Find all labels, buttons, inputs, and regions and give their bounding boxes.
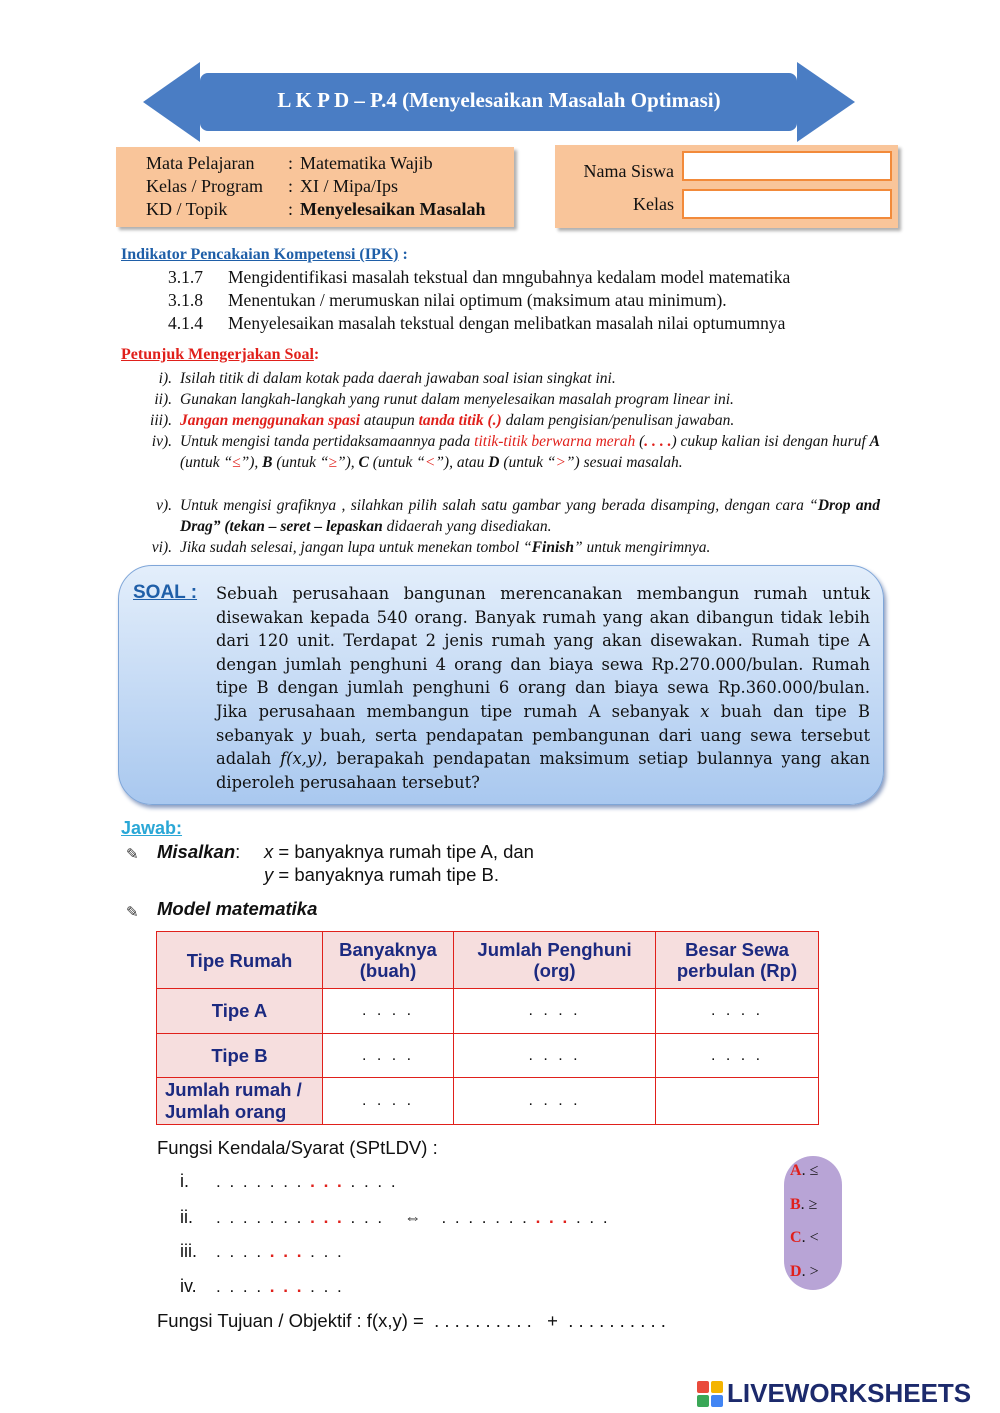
student-class-label: Kelas: [633, 194, 674, 214]
student-info-box: [555, 145, 898, 228]
option-c: C. <: [790, 1229, 819, 1246]
pencil-icon: ✎: [126, 905, 139, 921]
instructions-heading-colon: :: [313, 346, 320, 363]
instruction-fragment: ”),: [336, 454, 359, 471]
answer-heading: Jawab:: [121, 818, 183, 838]
constraint-number: iv.: [180, 1276, 197, 1296]
ipk-text: Menentukan / merumuskan nilai optimum (maksimum atau minimum).: [228, 290, 727, 310]
empty-cell: [656, 1078, 819, 1125]
let-statement: [157, 841, 240, 863]
pencil-icon: ✎: [126, 847, 139, 863]
ipk-item: [168, 290, 727, 311]
constraint-blank[interactable]: . . . . . . .: [216, 1172, 304, 1191]
constraint-blank[interactable]: . . . .: [350, 1172, 398, 1191]
info-row-class: [146, 175, 398, 197]
answer-cell[interactable]: . . . .: [323, 989, 454, 1034]
constraint-sign-blank[interactable]: . . .: [310, 1208, 344, 1227]
finish-keyword: Finish: [531, 539, 574, 556]
info-value: XI / Mipa/Ips: [300, 176, 398, 196]
constraint-number: i.: [180, 1171, 189, 1191]
problem-fragment: , berapakah pendapatan maksimum setiap bulannya yang akan diperoleh perusahaan tersebut?: [216, 749, 870, 792]
var-x: x: [700, 701, 710, 721]
option-key: C: [790, 1229, 802, 1246]
instruction-fragment: Untuk mengisi tanda pertidaksamaannya pada: [180, 433, 475, 450]
greater-equal-symbol: ≥: [328, 454, 337, 471]
problem-fragment: Sebuah perusahaan bangunan merencanakan membangun rumah untuk disewakan kepada 540 orang. Banyak rumah yang akan dibangun tidak lebih dari 120 unit. Terdapat 2 jenis rumah yang akan disewakan. Rumah tipe A dengan jumlah penghuni 4 orang dan biaya sewa Rp.270.000/bulan. Rumah tipe B dengan jumlah penghuni 6 orang dan biaya sewa Rp.360.000/bulan. Jika perusahaan membangun tipe rumah A sebanyak: [216, 584, 870, 721]
title-banner: [143, 60, 855, 144]
ipk-text: Menyelesaikan masalah tekstual dengan melibatkan masalah nilai optumumnya: [228, 313, 786, 333]
option-letter-a: A: [869, 433, 880, 450]
instruction-number: ii).: [154, 391, 172, 408]
option-letter-b: B: [262, 454, 273, 471]
instruction-number: v).: [156, 497, 172, 514]
constraint-number: iii.: [180, 1241, 197, 1261]
ipk-code: 3.1.8: [168, 290, 203, 310]
instruction-red-dots: . . . .: [644, 433, 672, 450]
info-label: KD / Topik: [146, 199, 228, 219]
table-row: [157, 1034, 819, 1078]
info-value: Matematika Wajib: [300, 153, 433, 173]
instruction-fragment: Untuk mengisi grafiknya , silahkan pilih salah satu gambar yang berada disamping, dengan cara “: [180, 497, 818, 514]
constraint-sign-blank[interactable]: . . .: [269, 1242, 304, 1261]
option-symbol: >: [809, 1263, 819, 1280]
constraint-sign-blank[interactable]: . . .: [535, 1208, 570, 1227]
objective-function: f(x,y): [280, 749, 323, 769]
table-header-row: [157, 932, 819, 989]
info-label: Kelas / Program: [146, 176, 263, 196]
subject-info-box: [116, 147, 514, 227]
constraint-blank[interactable]: . . . .: [216, 1277, 264, 1296]
constraint-row-ii: [180, 1207, 610, 1228]
instruction-item-ii: [128, 389, 880, 410]
problem-fragment: buah dan tipe B sebanyak: [216, 701, 870, 745]
option-key: B: [790, 1196, 801, 1213]
ipk-heading-colon: :: [398, 246, 408, 263]
table-row: [157, 1078, 819, 1125]
problem-text: [216, 582, 870, 794]
info-sep: :: [288, 153, 294, 173]
option-symbol: ≥: [808, 1196, 818, 1213]
option-b: B. ≥: [790, 1196, 818, 1213]
ipk-item: [168, 313, 785, 334]
liveworksheets-logo-text: LIVEWORKSHEETS: [727, 1378, 972, 1408]
instruction-emphasis: Jangan menggunakan spasi: [180, 412, 361, 429]
header-rent: Besar Sewa perbulan (Rp): [656, 932, 819, 989]
student-name-label: Nama Siswa: [583, 161, 674, 181]
greater-than-symbol: >: [555, 454, 566, 471]
instruction-emphasis: Drop and Drag” (tekan – seret – lepaskan: [180, 497, 880, 535]
instruction-text: [180, 537, 880, 558]
student-name-field[interactable]: [682, 151, 892, 181]
equivalence-icon: ⇔: [404, 1208, 422, 1227]
instruction-fragment: dalam pengisian/penulisan jawaban.: [501, 412, 735, 429]
problem-fragment: buah, serta pendapatan pembangunan dari uang sewa tersebut adalah: [216, 725, 870, 769]
var-y: y: [302, 725, 312, 745]
x-definition-text: = banyaknya rumah tipe A, dan: [273, 841, 534, 862]
instruction-fragment: (untuk “: [272, 454, 329, 471]
constraint-row-iii: [180, 1241, 344, 1262]
student-class-field[interactable]: [682, 189, 892, 219]
row-label: Tipe A: [157, 989, 323, 1034]
problem-label: SOAL :: [133, 582, 198, 603]
instruction-fragment: ”), atau: [435, 454, 489, 471]
answer-cell[interactable]: . . . .: [656, 989, 819, 1034]
row-label: Jumlah rumah / Jumlah orang: [157, 1078, 323, 1125]
answer-cell[interactable]: . . . .: [454, 989, 656, 1034]
info-row-topic: [146, 198, 486, 220]
y-definition: [264, 864, 499, 886]
header-occupants: Jumlah Penghuni (org): [454, 932, 656, 989]
table-row: [157, 989, 819, 1034]
ipk-heading: [121, 246, 408, 264]
instruction-fragment: Jika sudah selesai, jangan lupa untuk menekan tombol “: [180, 539, 532, 556]
constraint-blank[interactable]: . . . . . . .: [441, 1208, 529, 1227]
let-label: Misalkan: [157, 841, 236, 862]
instruction-fragment: ) cukup kalian isi dengan huruf: [671, 433, 870, 450]
x-definition: [264, 841, 534, 863]
constraint-blank[interactable]: . . .: [310, 1242, 344, 1261]
info-sep: :: [288, 199, 294, 219]
instruction-number: vi).: [151, 539, 172, 556]
constraint-blank[interactable]: . . . . . . .: [216, 1208, 304, 1227]
constraint-blank[interactable]: . . .: [310, 1277, 344, 1296]
constraint-blank[interactable]: . . .: [575, 1208, 610, 1227]
info-value: Menyelesaikan Masalah: [300, 199, 486, 219]
constraint-row-iv: [180, 1276, 344, 1297]
instruction-text: [180, 431, 880, 473]
header-count: Banyaknya (buah): [323, 932, 454, 989]
instruction-fragment: ” untuk mengirimnya.: [573, 539, 711, 556]
answer-cell[interactable]: . . . .: [454, 1078, 656, 1125]
instruction-fragment: (: [635, 433, 645, 450]
less-than-symbol: <: [424, 454, 436, 471]
option-symbol: ≤: [809, 1162, 819, 1179]
option-a: A. ≤: [790, 1162, 819, 1179]
instructions-heading-text: Petunjuk Mengerjakan Soal: [121, 346, 314, 363]
option-key: D: [790, 1263, 802, 1280]
let-colon: :: [235, 841, 241, 862]
option-symbol: <: [809, 1229, 819, 1246]
liveworksheets-logo-icon: [697, 1381, 723, 1409]
constraint-row-i: [180, 1171, 398, 1192]
constraint-blank[interactable]: . . .: [350, 1208, 385, 1227]
header-house-type: Tipe Rumah: [157, 932, 323, 989]
answer-cell[interactable]: . . . .: [454, 1034, 656, 1078]
y-definition-text: = banyaknya rumah tipe B.: [273, 864, 499, 885]
answer-cell[interactable]: . . . .: [323, 1034, 454, 1078]
instruction-text: [180, 410, 880, 431]
less-equal-symbol: ≤: [232, 454, 241, 471]
constraints-heading: Fungsi Kendala/Syarat (SPtLDV) :: [157, 1137, 438, 1158]
constraint-number: ii.: [180, 1207, 193, 1227]
info-sep: :: [288, 176, 294, 196]
y-variable: y: [264, 864, 274, 885]
instruction-item-i: [128, 368, 880, 389]
banner-title: L K P D – P.4 (Menyelesaikan Masalah Optimasi): [277, 88, 721, 112]
ipk-heading-text: Indikator Pencakaian Kompetensi (IPK): [121, 246, 399, 263]
constraint-sign-blank[interactable]: . . .: [269, 1277, 304, 1296]
instruction-text: [180, 495, 880, 537]
option-letter-c: C: [358, 454, 369, 471]
instruction-fragment: ataupun: [360, 412, 419, 429]
instruction-item-iii: [128, 410, 880, 431]
option-d: D. >: [790, 1263, 819, 1280]
sign-options-legend: [784, 1156, 842, 1290]
instruction-emphasis: tanda titik (.): [418, 412, 502, 429]
ipk-code: 4.1.4: [168, 313, 203, 333]
model-table: [156, 931, 819, 1125]
x-variable: x: [264, 841, 274, 862]
instruction-text: Isilah titik di dalam kotak pada daerah jawaban soal isian singkat ini.: [180, 370, 616, 387]
instruction-fragment: (untuk “: [499, 454, 556, 471]
option-letter-d: D: [488, 454, 500, 471]
instruction-number: i).: [158, 370, 172, 387]
instruction-emphasis: titik-titik berwarna merah: [474, 433, 636, 450]
instruction-item-iv: [128, 431, 880, 494]
option-key: A: [790, 1162, 802, 1179]
math-model-text: Model matematika: [157, 898, 318, 919]
ipk-item: [168, 267, 790, 288]
instruction-item-vi: [128, 537, 880, 558]
row-label: Tipe B: [157, 1034, 323, 1078]
instruction-fragment: (untuk “: [368, 454, 425, 471]
instruction-fragment: (untuk “: [180, 454, 233, 471]
answer-cell[interactable]: . . . .: [323, 1078, 454, 1125]
instruction-fragment: didaerah yang disediakan.: [382, 518, 552, 535]
ipk-code: 3.1.7: [168, 267, 203, 287]
instruction-fragment: ”),: [240, 454, 263, 471]
info-label: Mata Pelajaran: [146, 153, 255, 173]
answer-cell[interactable]: . . . .: [656, 1034, 819, 1078]
instructions-heading: [121, 346, 319, 364]
constraint-sign-blank[interactable]: . . .: [310, 1172, 344, 1191]
instruction-number: iii).: [150, 412, 172, 429]
info-row-subject: [146, 152, 433, 174]
instruction-item-v: [128, 495, 880, 537]
instruction-text: Gunakan langkah-langkah yang runut dalam menyelesaikan masalah program linear ini.: [180, 391, 734, 408]
ipk-text: Mengidentifikasi masalah tekstual dan mngubahnya kedalam model matematika: [228, 267, 791, 287]
instruction-number: iv).: [151, 433, 172, 450]
objective-function-line[interactable]: Fungsi Tujuan / Objektif : f(x,y) = . . . . . . . . . . + . . . . . . . . . .: [157, 1310, 666, 1331]
instruction-fragment: ”) sesuai masalah.: [565, 454, 683, 471]
math-model-label: [157, 898, 317, 920]
constraint-blank[interactable]: . . . .: [216, 1242, 264, 1261]
